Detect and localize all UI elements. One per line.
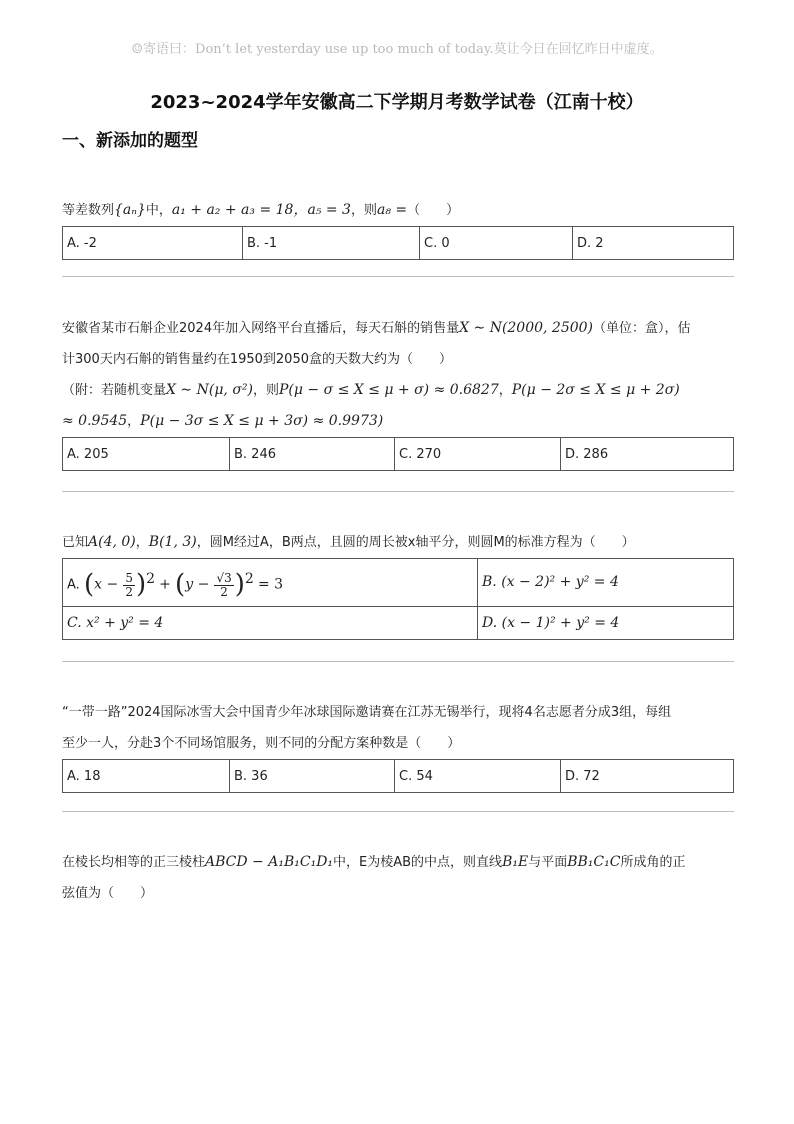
question-3-stem: 已知A(4, 0)，B(1, 3)，圆M经过A，B两点，且圆的周长被x轴平分，则圆M的标准方程为（ ） [62,534,635,550]
option-a[interactable]: A. -2 [63,227,243,260]
option-b[interactable]: B. -1 [243,227,420,260]
q1-condition: a₁ + a₂ + a₃ = 18，a₅ = 3 [171,202,351,218]
question-2 [62,313,734,471]
question-1 [62,195,734,260]
option-a[interactable]: A. 18 [63,760,230,793]
fraction: $\frac{√3}{2}$ [216,570,232,599]
option-c[interactable]: C. 54 [395,760,561,793]
question-5-stem: 在棱长均相等的正三棱柱ABCD − A₁B₁C₁D₁中，E为棱AB的中点，则直线B₁E与平面BB₁C₁C所成角的正 弦值为（ ） [62,854,686,901]
option-a[interactable]: A. (x − $\frac{5}{2}$ )$^2$ + (y − $\frac{√3}{2}$ )$^2$ = 3 [63,559,478,607]
watermark-motto: ☺寄语曰：Don’t let yesterday use up too much of today.莫让今日在回忆昨日中虚度。 [131,42,663,57]
option-b[interactable]: B. 36 [230,760,395,793]
question-4-options [62,759,734,793]
option-b[interactable]: B. 246 [230,438,395,471]
option-c[interactable]: C. x² + y² = 4 [63,607,478,640]
option-a[interactable]: A. 205 [63,438,230,471]
section-heading: 一、新添加的题型 [62,131,198,151]
page-title: 2023~2024学年安徽高二下学期月考数学试卷（江南十校） [150,92,644,113]
option-c[interactable]: C. 270 [395,438,561,471]
question-5 [62,847,734,909]
question-3-options [62,558,734,640]
question-4 [62,697,734,793]
separator [62,276,734,277]
q1-sequence: {aₙ} [114,202,146,218]
option-b[interactable]: B. (x − 2)² + y² = 4 [478,559,734,607]
option-d[interactable]: D. 2 [573,227,734,260]
option-d[interactable]: D. 72 [561,760,734,793]
question-1-stem: 等差数列{aₙ}中，a₁ + a₂ + a₃ = 18，a₅ = 3，则a₈ =（ ） [62,202,460,218]
q2-distribution: X ∼ N(2000, 2500) [459,320,594,336]
question-2-options [62,437,734,471]
fraction: $\frac{5}{2}$ [125,570,133,599]
question-4-stem: “一带一路”2024国际冰雪大会中国青少年冰球国际邀请赛在江苏无锡举行，现将4名志愿者分成3组，每组 至少一人，分赴3个不同场馆服务，则不同的分配方案种数是（ ） [62,705,672,751]
option-d[interactable]: D. 286 [561,438,734,471]
q1-ask: a₈ = [376,202,408,218]
question-1-options [62,226,734,260]
option-c[interactable]: C. 0 [420,227,573,260]
option-d[interactable]: D. (x − 1)² + y² = 4 [478,607,734,640]
separator [62,491,734,492]
separator [62,811,734,812]
separator [62,661,734,662]
question-2-stem: 安徽省某市石斛企业2024年加入网络平台直播后，每天石斛的销售量X ∼ N(2000, 2500)（单位：盒），估 计300天内石斛的销售量约在1950到2050盒的天数大约为（ ） （附：若随机变量X ∼ N(μ, σ²)，则P(μ − σ ≤ X ≤ μ + σ) ≈ 0.6827，P(μ − 2σ ≤ X ≤ μ + 2σ) ≈ 0.9545，P(μ − 3σ ≤ X ≤ μ + 3σ) ≈ 0.9973) [62,320,691,429]
question-3 [62,527,734,640]
